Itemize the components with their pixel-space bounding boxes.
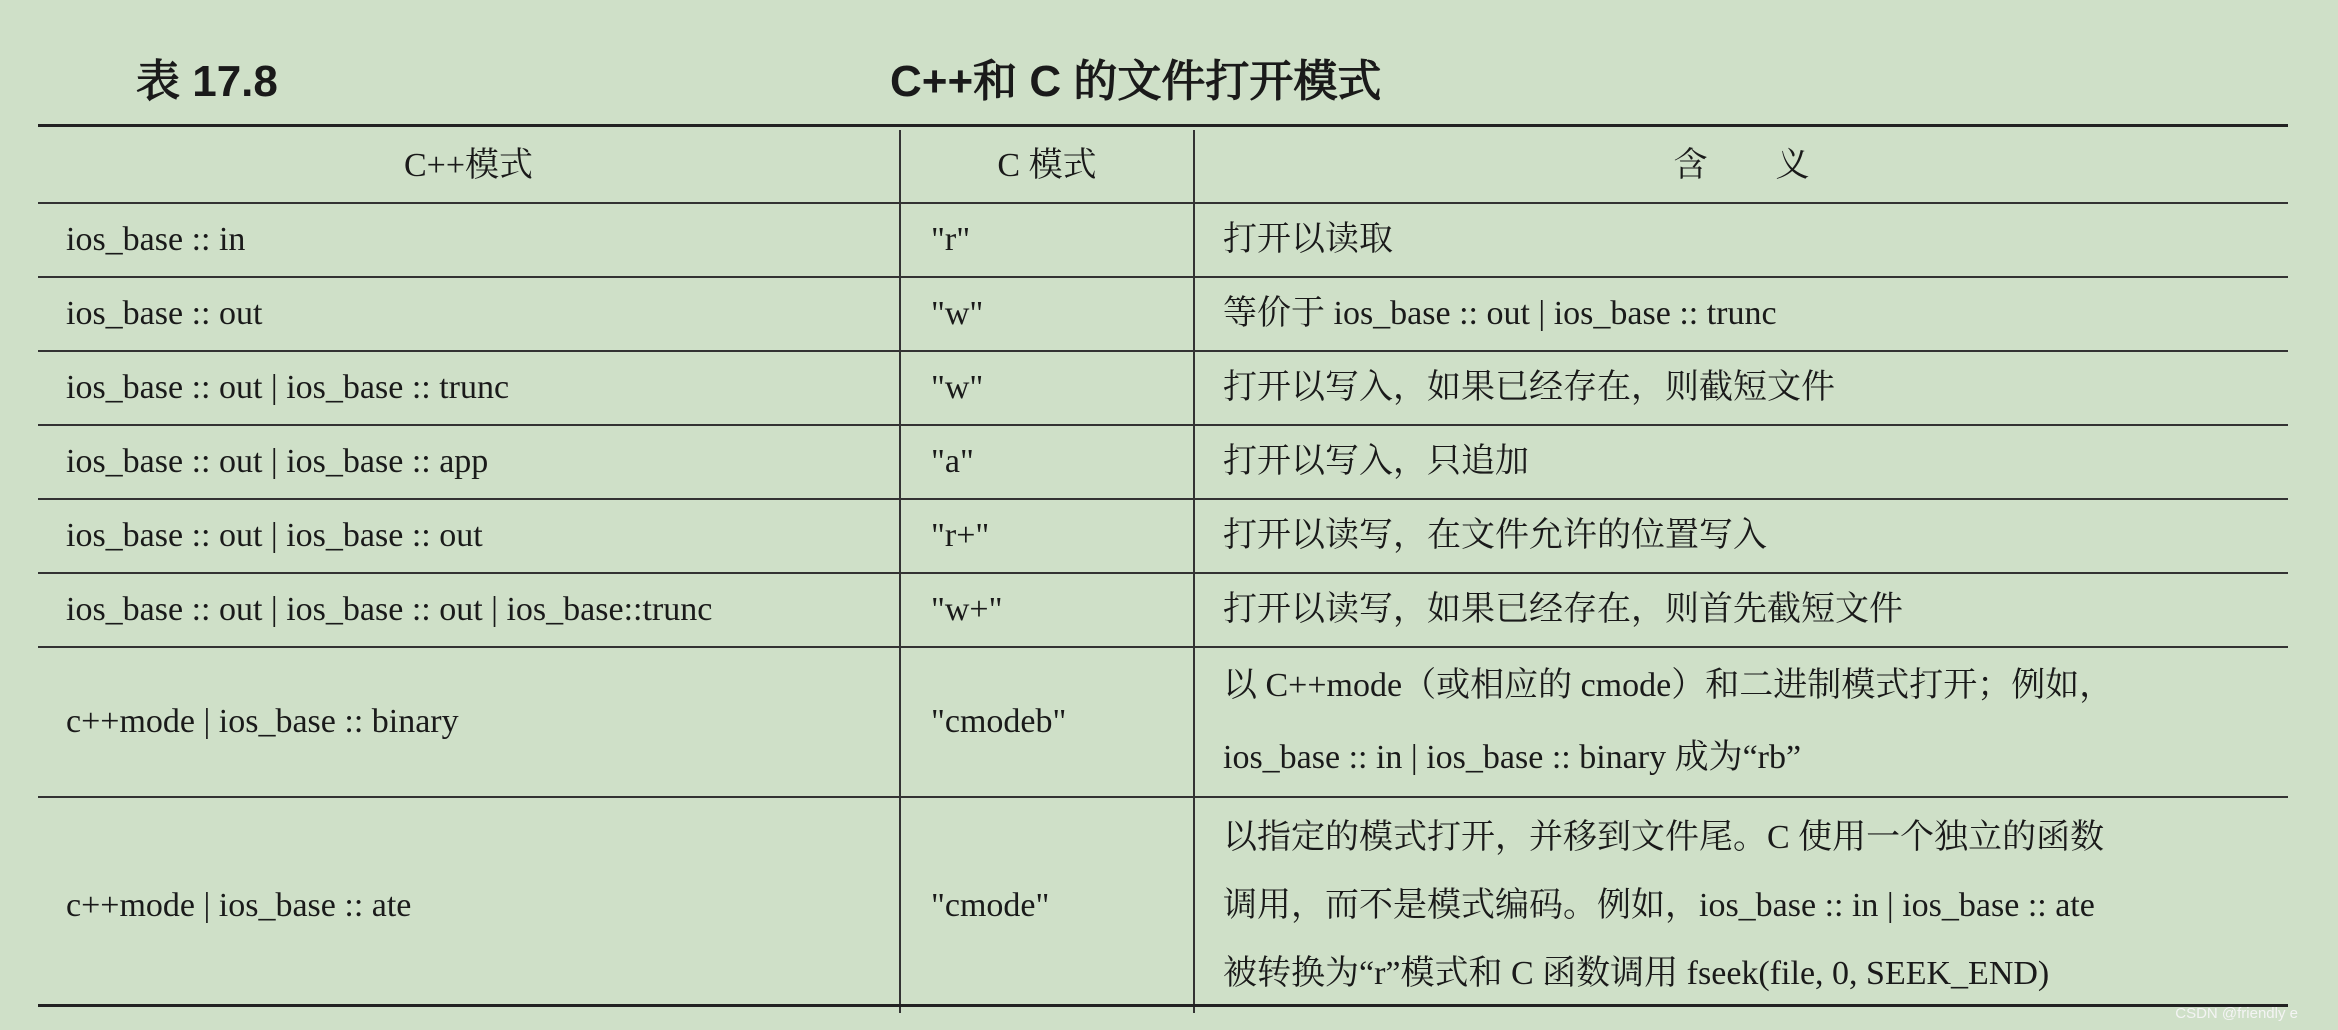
- meaning-cell: [1194, 277, 2288, 351]
- c-mode-cell: "cmode": [900, 797, 1194, 1013]
- cpp-mode-cell: ios_base :: out | ios_base :: out | ios_base::trunc: [38, 573, 900, 647]
- meaning-line: 以 C++mode（或相应的 cmode）和二进制模式打开；例如，: [1223, 667, 2114, 704]
- table-row: [38, 647, 2288, 797]
- meaning-cell: [1194, 425, 2288, 499]
- meaning-line: 以指定的模式打开，并移到文件尾。C 使用一个独立的函数: [1223, 818, 2105, 856]
- meaning-line: 打开以写入，只追加: [1223, 443, 1529, 480]
- c-mode-cell: "r+": [900, 499, 1194, 573]
- meaning-line: 打开以读写，如果已经存在，则首先截短文件: [1223, 591, 1903, 628]
- meaning-cell: [1194, 647, 2288, 797]
- table-row: [38, 425, 2288, 499]
- meaning-line: ios_base :: in | ios_base :: binary 成为“rb”: [1223, 739, 1802, 776]
- meaning-line: 调用，而不是模式编码。例如，ios_base :: in | ios_base :: ate: [1223, 886, 2095, 924]
- cpp-mode-cell: c++mode | ios_base :: ate: [38, 797, 900, 1013]
- cpp-mode-cell: ios_base :: out: [38, 277, 900, 351]
- table-row: [38, 203, 2288, 277]
- cpp-mode-cell: ios_base :: out | ios_base :: app: [38, 425, 900, 499]
- table-row: [38, 573, 2288, 647]
- table-number: 表 17.8: [136, 57, 278, 106]
- cpp-mode-cell: ios_base :: out | ios_base :: trunc: [38, 351, 900, 425]
- cpp-mode-cell: c++mode | ios_base :: binary: [38, 647, 900, 797]
- header-cpp-mode: C++模式: [38, 130, 900, 203]
- table-caption: [38, 52, 2288, 122]
- c-mode-cell: "r": [900, 203, 1194, 277]
- meaning-line: 打开以读取: [1223, 221, 1393, 258]
- header-meaning: 含 义: [1194, 130, 2288, 203]
- meaning-cell: [1194, 203, 2288, 277]
- table-row: [38, 277, 2288, 351]
- c-mode-cell: "a": [900, 425, 1194, 499]
- meaning-cell: [1194, 797, 2288, 1013]
- c-mode-cell: "cmodeb": [900, 647, 1194, 797]
- meaning-line: 等价于 ios_base :: out | ios_base :: trunc: [1223, 295, 1777, 332]
- header-c-mode: C 模式: [900, 130, 1194, 203]
- meaning-cell: [1194, 351, 2288, 425]
- meaning-line: 被转换为“r”模式和 C 函数调用 fseek(file, 0, SEEK_END): [1223, 954, 2050, 992]
- cpp-mode-cell: ios_base :: in: [38, 203, 900, 277]
- table-title: C++和 C 的文件打开模式: [890, 57, 1382, 106]
- table-row: [38, 797, 2288, 1013]
- c-mode-cell: "w+": [900, 573, 1194, 647]
- watermark: CSDN @friendly e: [2175, 1005, 2298, 1022]
- table-row: [38, 499, 2288, 573]
- meaning-cell: [1194, 573, 2288, 647]
- cpp-mode-cell: ios_base :: out | ios_base :: out: [38, 499, 900, 573]
- file-modes-table: [38, 130, 2288, 1013]
- meaning-cell: [1194, 499, 2288, 573]
- c-mode-cell: "w": [900, 277, 1194, 351]
- top-rule: [38, 124, 2288, 127]
- table-header-row: [38, 130, 2288, 203]
- bottom-rule: [38, 1004, 2288, 1007]
- meaning-line: 打开以写入，如果已经存在，则截短文件: [1223, 369, 1835, 406]
- table-row: [38, 351, 2288, 425]
- meaning-line: 打开以读写，在文件允许的位置写入: [1223, 517, 1767, 554]
- c-mode-cell: "w": [900, 351, 1194, 425]
